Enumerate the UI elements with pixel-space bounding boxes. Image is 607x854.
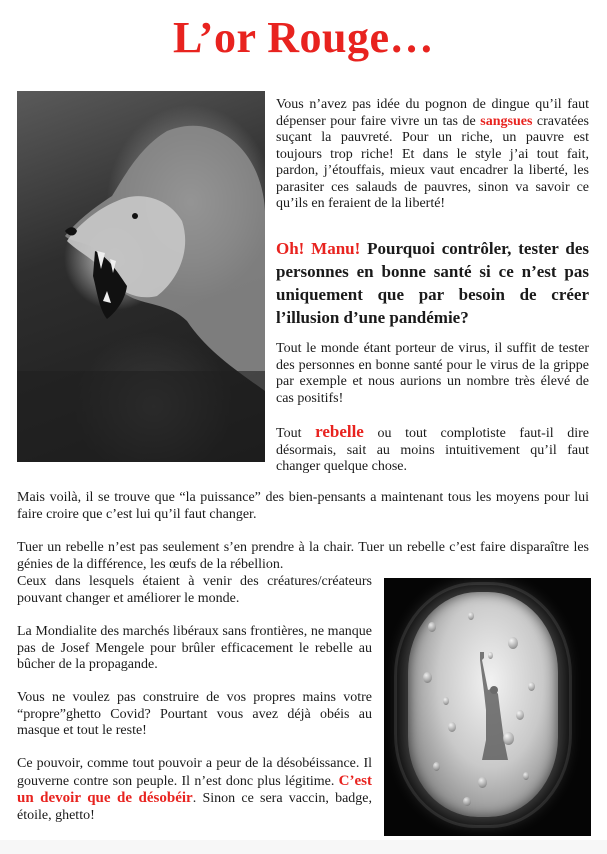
raindrop	[448, 722, 456, 732]
paragraph-virus: Tout le monde étant porteur de virus, il suffit de tester des personnes en bonne santé pour le virus de la grippe par exemple et nous aurions un nombre très élevé de cas positifs!	[276, 341, 589, 406]
raindrop	[463, 797, 471, 806]
lion-illustration	[17, 91, 265, 462]
highlight-oh-manu: Oh! Manu!	[276, 239, 361, 258]
raindrop	[508, 637, 518, 649]
airplane-window-image	[384, 578, 591, 836]
paragraph-puissance: Mais voilà, il se trouve que “la puissance” des bien-pensants a maintenant tous les moyens pour lui faire croire que c’est lui qu’il faut changer.	[17, 490, 589, 522]
raindrop	[478, 777, 487, 788]
paragraph-question: Oh! Manu! Pourquoi contrôler, tester des personnes en bonne santé si ce n’est pas uniquement que par besoin de créer l’illusion d’une pandémie?	[276, 239, 589, 327]
lion-image	[17, 91, 265, 462]
paragraph-tuer: Tuer un rebelle n’est pas seulement s’en prendre à la chair. Tuer un rebelle c’est faire disparaître les génies de la différence, les œufs de la rébellion.	[17, 540, 589, 572]
raindrop	[428, 622, 436, 632]
raindrop	[528, 682, 535, 691]
window-pane	[408, 592, 558, 817]
footer-band	[0, 840, 607, 854]
paragraph-rebelle: Tout rebelle ou tout complotiste faut-il dire désormais, sait au moins intuitivement qu’il faut changer quelque chose.	[276, 422, 589, 474]
paragraph-mondialite: La Mondialite des marchés libéraux sans frontières, ne manque pas de Josef Mengele pour brûler efficacement le rebelle au bûcher de la propagande.	[17, 624, 372, 672]
highlight-desobeir: C’est un devoir que de désobéir	[17, 772, 372, 806]
raindrop	[488, 652, 493, 659]
paragraph-intro: Vous n’avez pas idée du pognon de dingue qu’il faut dépenser pour faire vivre un tas de sangsues cravatées suçant la pauvreté. Pour un riche, un pauvre est toujours trop riche! Et dans le style j’ai tout fait, pardon, j’étouffais, mieux vaut encadrer la liberté, les parasiter ces salauds de pauvres, sinon va savoir ce qu’ils en feraient de la liberté!	[276, 97, 589, 211]
paragraph-ghetto: Vous ne voulez pas construire de vos propres mains votre “propre”ghetto Covid? Pourtant vous avez déjà obéis au masque et tout le reste!	[17, 690, 372, 738]
raindrop	[523, 772, 529, 780]
raindrop	[443, 697, 449, 705]
page-title: L’or Rouge…	[173, 13, 434, 62]
highlight-sangsues: sangsues	[480, 113, 533, 129]
raindrop	[468, 612, 474, 620]
raindrop	[423, 672, 432, 683]
paragraph-ceux: Ceux dans lesquels étaient à venir des créatures/créateurs pouvant changer et améliorer le monde.	[17, 574, 372, 606]
raindrop	[516, 710, 524, 720]
raindrop	[433, 762, 440, 771]
paragraph-pouvoir: Ce pouvoir, comme tout pouvoir a peur de la désobéissance. Il gouverne contre son peuple. Il n’est donc plus légitime. C’est un devoir que de désobéir. Sinon ce sera vaccin, badge, étoile, ghetto!	[17, 756, 372, 823]
highlight-rebelle: rebelle	[315, 422, 364, 441]
raindrop	[503, 732, 514, 745]
